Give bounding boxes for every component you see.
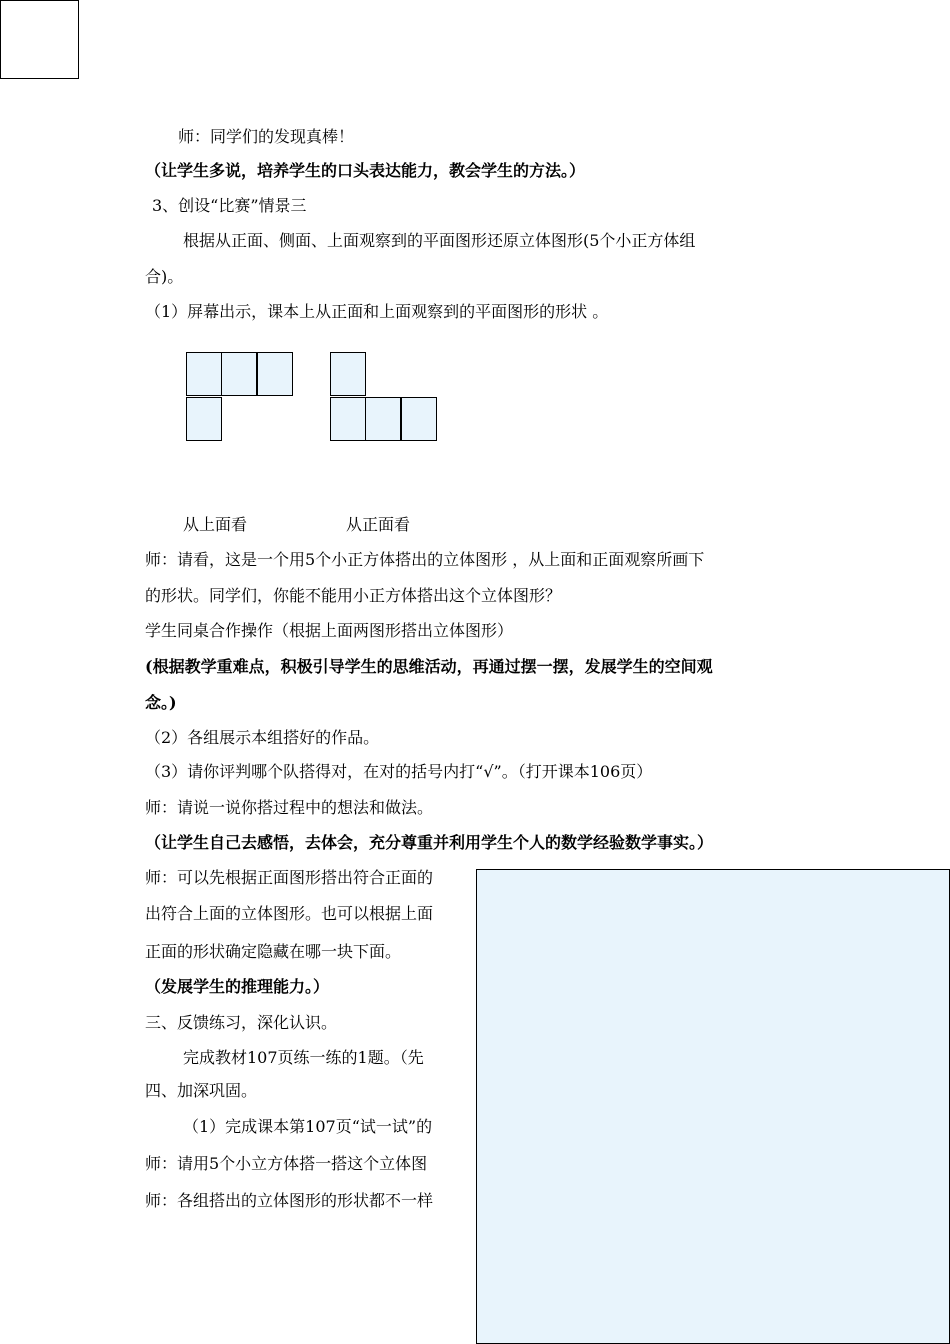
corner-box — [0, 0, 79, 79]
text-line: 学生同桌合作操作（根据上面两图形搭出立体图形） — [145, 621, 514, 640]
square-cell — [221, 352, 257, 396]
text-line: 师：各组搭出的立体图形的形状都不一样 — [145, 1191, 434, 1210]
text-line: （2）各组展示本组搭好的作品。 — [145, 728, 380, 747]
square-cell — [330, 397, 366, 441]
text-line: 合)。 — [145, 267, 184, 286]
text-line: 师：请用5个小立方体搭一搭这个立体图 — [145, 1154, 428, 1173]
text-line: （3）请你评判哪个队搭得对，在对的括号内打“√”。（打开课本106页） — [145, 762, 653, 781]
text-line-bold: (根据教学重难点，积极引导学生的思维活动，再通过摆一摆，发展学生的空间观 — [145, 657, 713, 676]
text-line: 师：请说一说你搭过程中的想法和做法。 — [145, 798, 434, 817]
section-heading: 四、加深巩固。 — [145, 1081, 258, 1100]
text-line: 师：同学们的发现真棒！ — [178, 127, 355, 146]
square-cell — [365, 397, 401, 441]
overlay-panel — [476, 869, 950, 1344]
square-cell — [257, 352, 293, 396]
text-line-bold: 念。) — [145, 693, 177, 712]
text-line: 根据从正面、侧面、上面观察到的平面图形还原立体图形(5个小正方体组 — [183, 231, 696, 250]
figure-label-front: 从正面看 — [346, 515, 411, 534]
square-cell — [401, 397, 437, 441]
text-line: 的形状。同学们，你能不能用小正方体搭出这个立体图形？ — [145, 586, 562, 605]
section-heading: 三、反馈练习，深化认识。 — [145, 1013, 338, 1032]
figure-label-top: 从上面看 — [183, 515, 248, 534]
text-line: 正面的形状确定隐藏在哪一块下面。 — [145, 942, 402, 961]
text-line: 师：可以先根据正面图形搭出符合正面的 — [145, 868, 434, 887]
text-line-bold: （让学生多说，培养学生的口头表达能力，教会学生的方法。） — [145, 161, 586, 180]
text-line: 师：请看，这是一个用5个小正方体搭出的立体图形 ，从上面和正面观察所画下 — [145, 550, 705, 569]
text-line-bold: （让学生自己去感悟，去体会，充分尊重并利用学生个人的数学经验数学事实。） — [145, 833, 714, 852]
square-cell — [186, 352, 222, 396]
section-heading: 3、创设“比赛”情景三 — [152, 196, 307, 215]
square-cell — [186, 397, 222, 441]
text-line: （1）屏幕出示，课本上从正面和上面观察到的平面图形的形状 。 — [145, 302, 609, 321]
text-line: （1）完成课本第107页“试一试”的 — [183, 1117, 433, 1136]
text-line-bold: （发展学生的推理能力。） — [145, 977, 330, 996]
text-line: 出符合上面的立体图形。也可以根据上面 — [145, 904, 434, 923]
square-cell — [330, 352, 366, 396]
text-line: 完成教材107页练一练的1题。（先 — [183, 1048, 424, 1067]
